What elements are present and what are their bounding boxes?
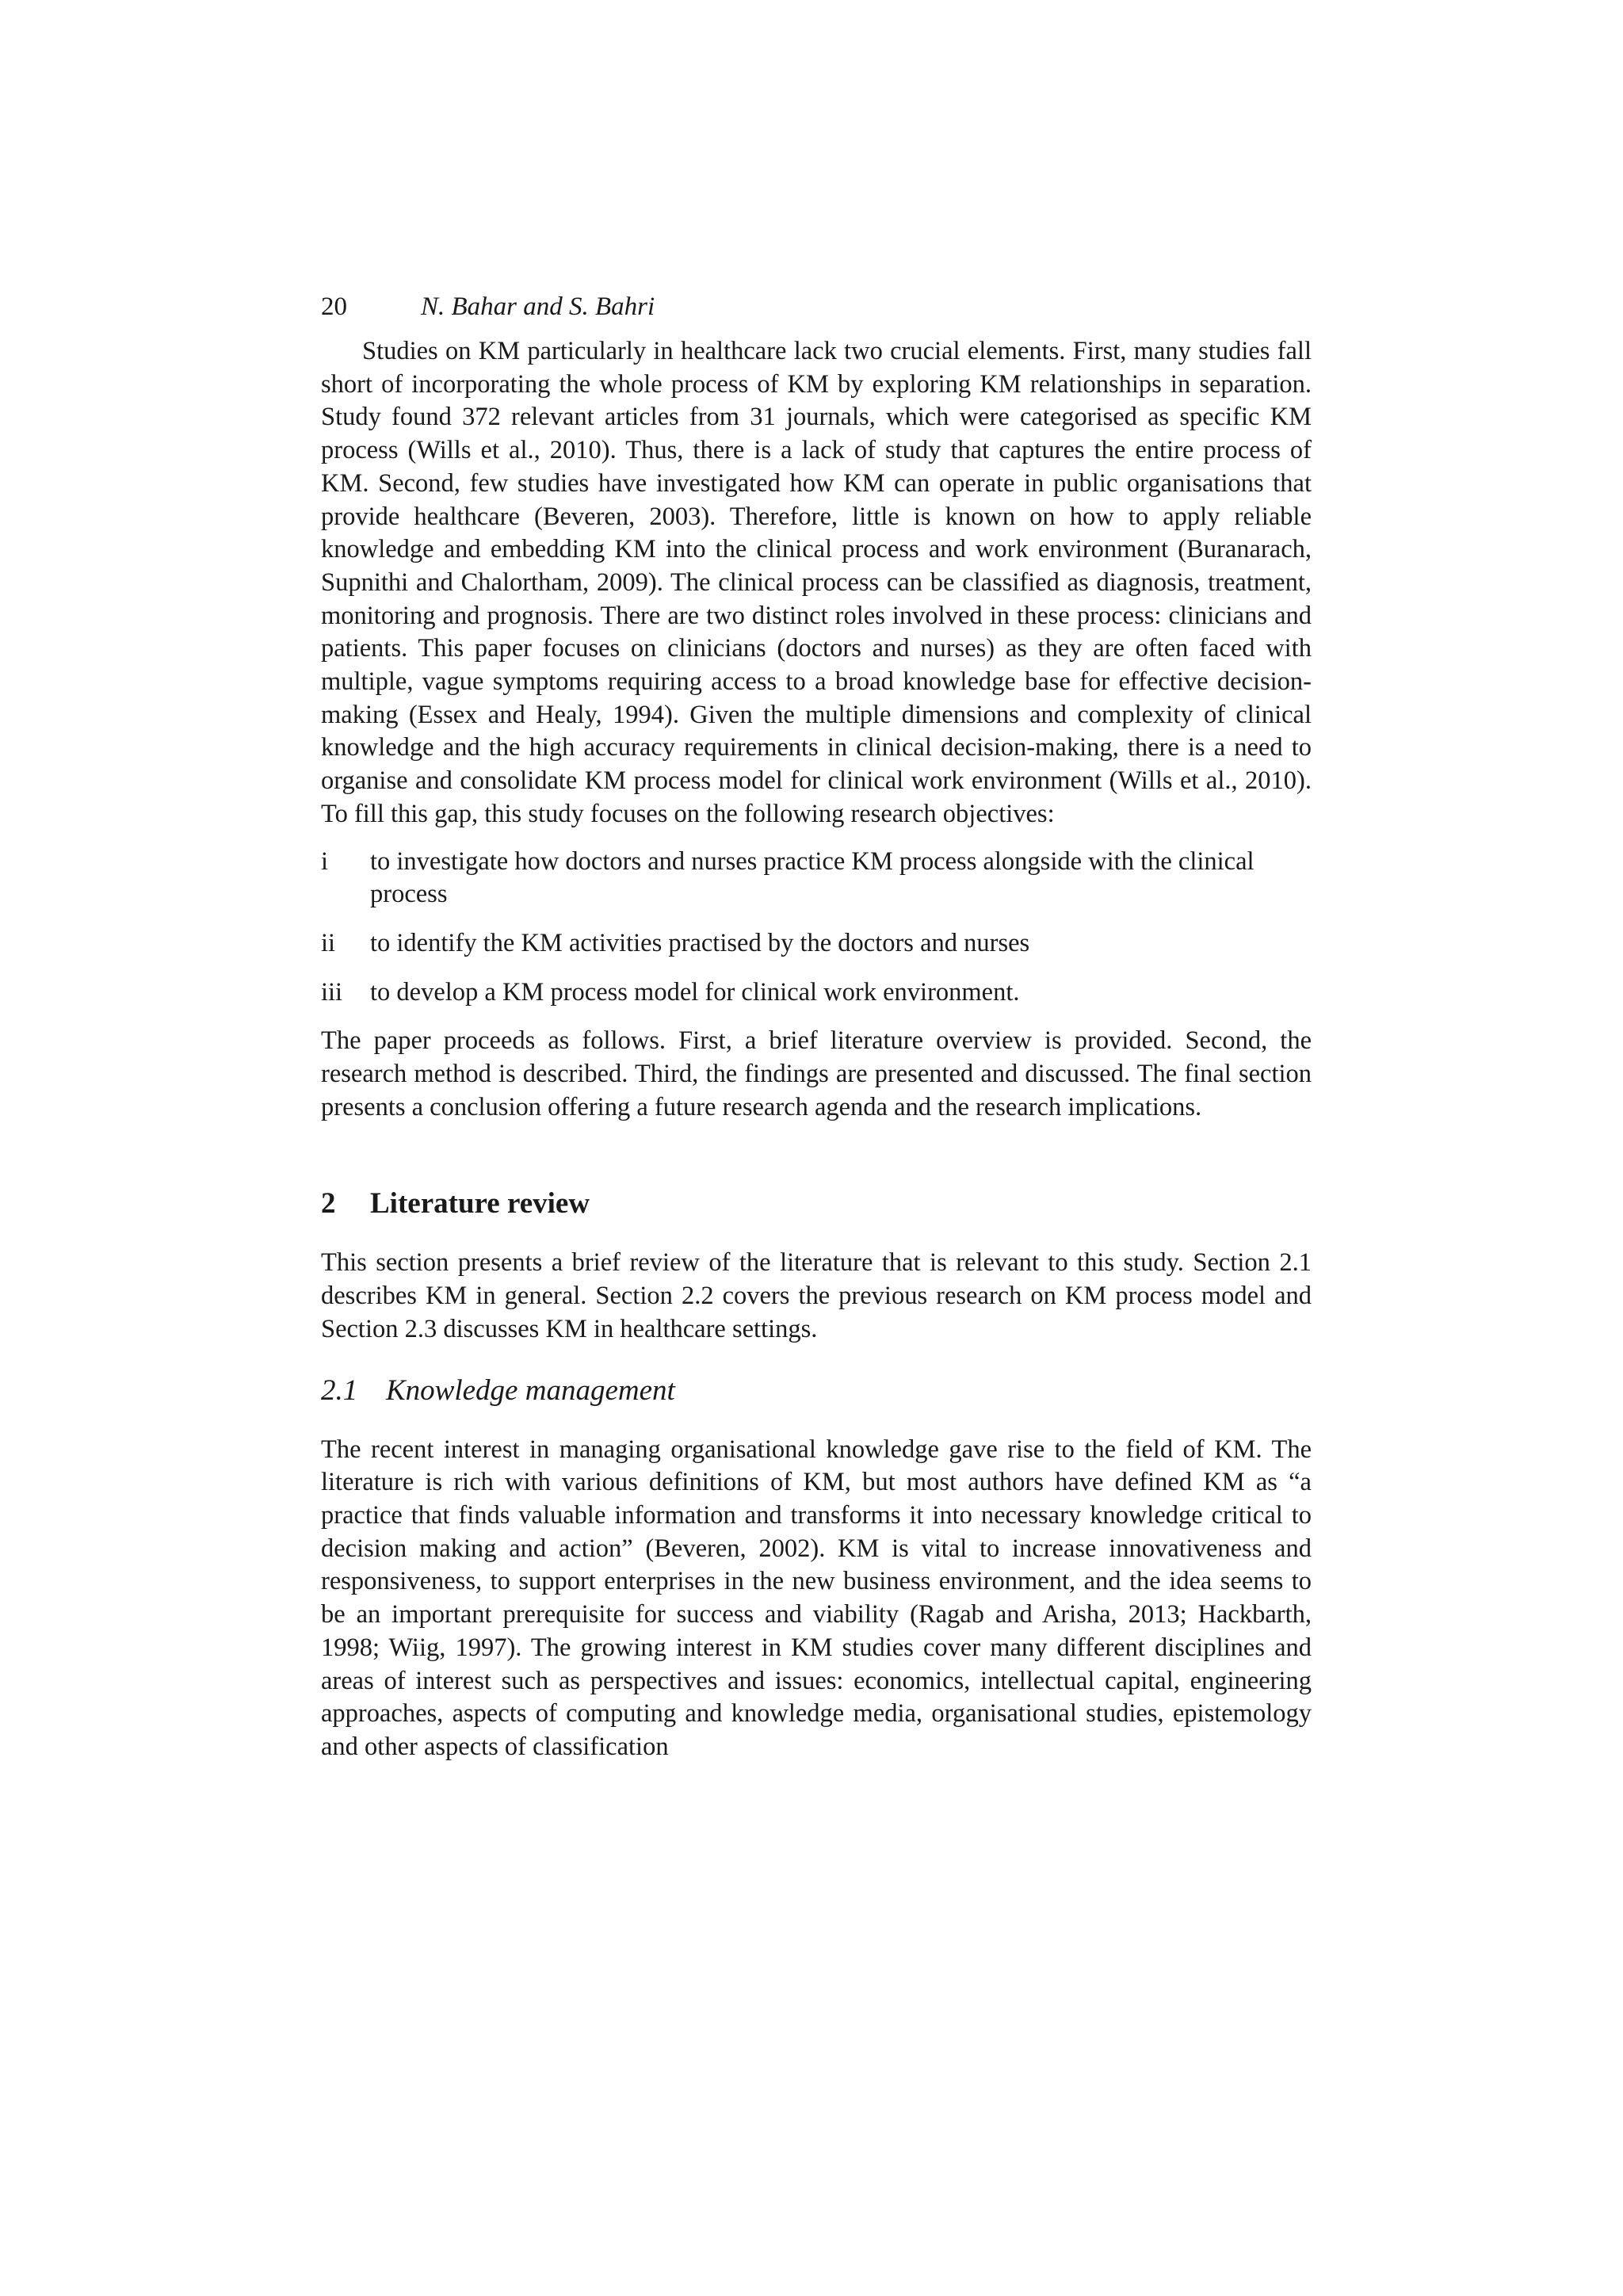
paper-page (321, 289, 1312, 1764)
intro-paragraph-1: Studies on KM particularly in healthcare lack two crucial elements. First, many studies fall short of incorporating the whole process of KM by exploring KM relationships in separation. Study found 372 relevant articles from 31 journals, which were categorised as specific KM process (Wills et al., 2010). Thus, there is a lack of study that captures the entire process of KM. Second, few studies have investigated how KM can operate in public organisations that provide healthcare (Beveren, 2003). Therefore, little is known on how to apply reliable knowledge and embedding KM into the clinical process and work environment (Buranarach, Supnithi and Chalortham, 2009). The clinical process can be classified as diagnosis, treatment, monitoring and prognosis. There are two distinct roles involved in these process: clinicians and patients. This paper focuses on clinicians (doctors and nurses) as they are often faced with multiple, vague symptoms requiring access to a broad knowledge base for effective decision-making (Essex and Healy, 1994). Given the multiple dimensions and complexity of clinical knowledge and the high accuracy requirements in clinical decision-making, there is a need to organise and consolidate KM process model for clinical work environment (Wills et al., 2010). To fill this gap, this study focuses on the following research objectives: (321, 337, 1312, 828)
list-item-marker: ii (321, 928, 336, 957)
list-item-marker: i (321, 846, 329, 876)
running-head (321, 289, 1312, 324)
list-item-text: to investigate how doctors and nurses practice KM process alongside with the clinical process (370, 846, 1254, 909)
section-number: 2 (321, 1187, 336, 1221)
list-item-text: to develop a KM process model for clinical work environment. (370, 977, 1020, 1007)
literature-review-paragraph: This section presents a brief review of the literature that is relevant to this study. Section 2.1 describes KM in general. Section 2.2 covers the previous research on KM process model and Section 2.3 discusses KM in healthcare settings. (321, 1248, 1312, 1343)
section-title: Literature review (370, 1187, 590, 1221)
page-number: 20 (321, 292, 347, 321)
running-head-authors: N. Bahar and S. Bahri (421, 292, 655, 321)
research-objectives-list (321, 846, 1312, 1010)
subsection-heading-knowledge-management (321, 1373, 1312, 1409)
list-item (321, 976, 1312, 1010)
list-item (321, 846, 1312, 911)
subsection-number: 2.1 (321, 1373, 358, 1407)
list-item-text: to identify the KM activities practised by the doctors and nurses (370, 928, 1030, 957)
subsection-title: Knowledge management (386, 1373, 675, 1407)
section-heading-literature-review (321, 1186, 1312, 1222)
list-item (321, 927, 1312, 961)
list-item-marker: iii (321, 977, 343, 1007)
knowledge-management-paragraph: The recent interest in managing organisational knowledge gave rise to the field of KM. The literature is rich with various definitions of KM, but most authors have defined KM as “a practice that finds valuable information and transforms it into necessary knowledge critical to decision making and action” (Beveren, 2002). KM is vital to increase innovativeness and responsiveness, to support enterprises in the new business environment, and the idea seems to be an important prerequisite for success and viability (Ragab and Arisha, 2013; Hackbarth, 1998; Wiig, 1997). The growing interest in KM studies cover many different disciplines and areas of interest such as perspectives and issues: economics, intellectual capital, engineering approaches, aspects of computing and knowledge media, organisational studies, epistemology and other aspects of classification (321, 1435, 1312, 1761)
intro-paragraph-2: The paper proceeds as follows. First, a brief literature overview is provided. Second, the research method is described. Third, the findings are presented and discussed. The final section presents a conclusion offering a future research agenda and the research implications. (321, 1026, 1312, 1121)
